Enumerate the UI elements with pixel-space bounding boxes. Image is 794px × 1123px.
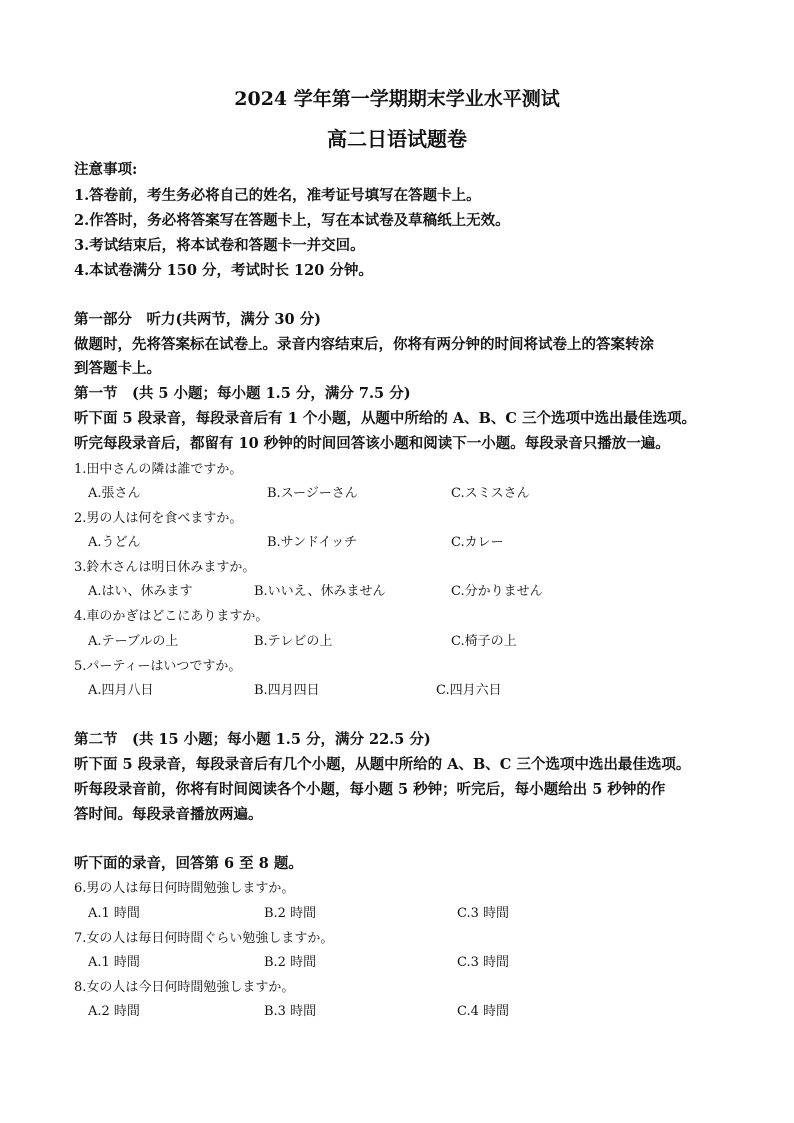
page-title: 2024 学年第一学期期末学业水平测试 bbox=[234, 88, 560, 110]
option-c: C.スミスさん bbox=[451, 486, 530, 501]
option-a: A.うどん bbox=[88, 535, 141, 550]
note-item: 1.答卷前，考生务必将自己的姓名，准考证号填写在答题卡上。 bbox=[74, 187, 481, 204]
note-item: 2.作答时，务必将答案写在答题卡上，写在本试卷及草稿纸上无效。 bbox=[74, 212, 510, 229]
option-c: C.3 時間 bbox=[457, 955, 510, 970]
part1-instruction: 做题时，先将答案标在试卷上。录音内容结束后，你将有两分钟的时间将试卷上的答案转涂 bbox=[74, 336, 654, 353]
notes-heading: 注意事项: bbox=[74, 161, 138, 178]
option-b: B.いいえ、休みません bbox=[254, 584, 386, 599]
option-b: B.四月四日 bbox=[254, 683, 320, 698]
question-7: 7.女の人は毎日何時間ぐらい勉強しますか。 bbox=[74, 931, 334, 946]
option-c: C.分かりません bbox=[451, 584, 543, 599]
question-2: 2.男の人は何を食べますか。 bbox=[74, 511, 243, 526]
group-heading: 听下面的录音，回答第 6 至 8 题。 bbox=[74, 855, 303, 872]
option-c: C.カレー bbox=[451, 535, 504, 550]
page-subtitle: 高二日语试题卷 bbox=[327, 127, 467, 151]
option-a: A.はい、休みます bbox=[88, 584, 193, 599]
part1-heading: 第一部分 听力(共两节，满分 30 分) bbox=[74, 311, 321, 328]
option-b: B.2 時間 bbox=[264, 906, 317, 921]
option-a: A.1 時間 bbox=[88, 906, 140, 921]
option-a: A.1 時間 bbox=[88, 955, 140, 970]
option-b: B.2 時間 bbox=[264, 955, 317, 970]
section2-heading: 第二节 (共 15 小题；每小题 1.5 分，满分 22.5 分) bbox=[74, 731, 431, 748]
section2-instruction: 答时间。每段录音播放两遍。 bbox=[74, 806, 263, 823]
option-b: B.3 時間 bbox=[264, 1004, 317, 1019]
option-a: A.2 時間 bbox=[88, 1004, 140, 1019]
option-c: C.4 時間 bbox=[457, 1004, 510, 1019]
option-b: B.テレビの上 bbox=[254, 634, 333, 649]
question-5: 5.パーティーはいつですか。 bbox=[74, 659, 242, 674]
section2-instruction: 听下面 5 段录音，每段录音后有几个小题，从题中所给的 A、B、C 三个选项中选出最佳选项。 bbox=[74, 756, 691, 773]
option-a: A.四月八日 bbox=[88, 683, 154, 698]
option-c: C.椅子の上 bbox=[451, 634, 517, 649]
part1-instruction: 到答题卡上。 bbox=[74, 360, 161, 377]
option-b: B.スージーさん bbox=[267, 486, 358, 501]
note-item: 4.本试卷满分 150 分，考试时长 120 分钟。 bbox=[74, 262, 373, 279]
section1-instruction: 听完每段录音后，都留有 10 秒钟的时间回答该小题和阅读下一小题。每段录音只播放一遍。 bbox=[74, 435, 670, 452]
option-c: C.3 時間 bbox=[457, 906, 510, 921]
question-1: 1.田中さんの隣は誰ですか。 bbox=[74, 462, 243, 477]
option-b: B.サンドイッチ bbox=[267, 535, 358, 550]
option-a: A.張さん bbox=[88, 486, 141, 501]
question-6: 6.男の人は毎日何時間勉強しますか。 bbox=[74, 881, 295, 896]
question-3: 3.鈴木さんは明日休みますか。 bbox=[74, 560, 256, 575]
question-4: 4.車のかぎはどこにありますか。 bbox=[74, 609, 269, 624]
section1-heading: 第一节 (共 5 小题；每小题 1.5 分，满分 7.5 分) bbox=[74, 385, 411, 402]
question-8: 8.女の人は今日何時間勉強しますか。 bbox=[74, 980, 295, 995]
section2-instruction: 听每段录音前，你将有时间阅读各个小题，每小题 5 秒钟；听完后，每小题给出 5 秒钟的作 bbox=[74, 781, 666, 798]
option-a: A.テーブルの上 bbox=[88, 634, 179, 649]
note-item: 3.考试结束后，将本试卷和答题卡一并交回。 bbox=[74, 237, 365, 254]
option-c: C.四月六日 bbox=[436, 683, 502, 698]
section1-instruction: 听下面 5 段录音，每段录音后有 1 个小题，从题中所给的 A、B、C 三个选项中选出最佳选项。 bbox=[74, 410, 697, 427]
